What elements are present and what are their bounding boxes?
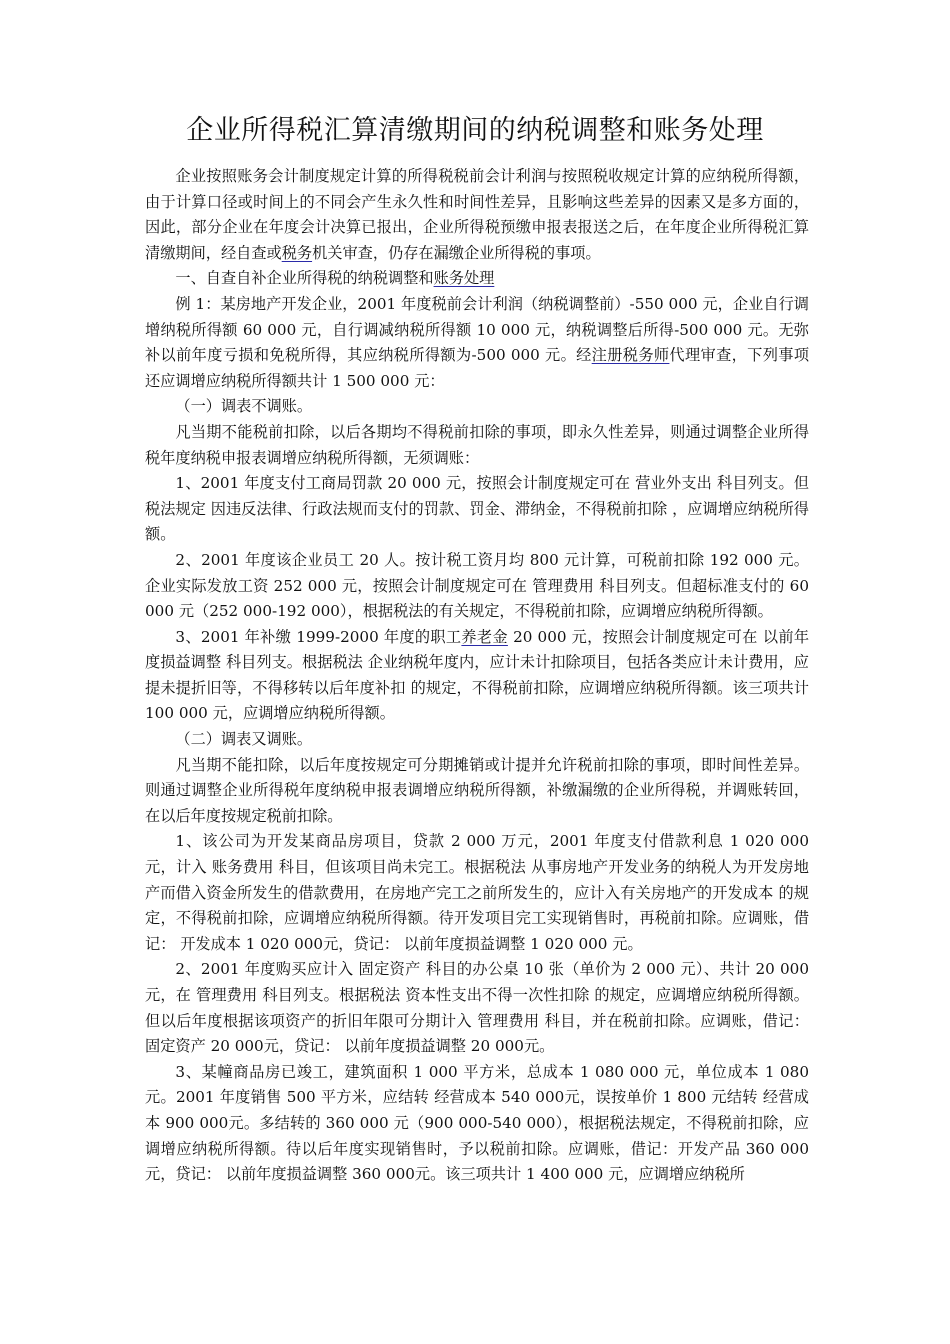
- paragraph-intro: 企业按照账务会计制度规定计算的所得税税前会计利润与按照税收规定计算的应纳税所得额，由于计算口径或时间上的不同会产生永久性和时间性差异，且影响这些差异的因素又是多方面的，因此，部分企业在年度会计决算已报出，企业所得税预缴申报表报送之后，在年度企业所得税汇算清缴期间，经自查或税务机关审查，仍存在漏缴企业所得税的事项。: [145, 167, 809, 262]
- paragraph-item-2: 2、2001 年度该企业员工 20 人。按计税工资月均 800 元计算，可税前扣除 192 000 元。企业实际发放工资 252 000 元，按照会计制度规定可在 管理费用 科目列支。但超标准支付的 60 000 元（252 000-192 000），根据税法的有关规定，不得税前扣除，应调增应纳税所得额。: [145, 550, 809, 621]
- paragraph-item-3: 3、2001 年补缴 1999-2000 年度的职工养老金 20 000 元，按照会计制度规定可在 以前年度损益调整 科目列支。根据税法 企业纳税年度内，应计未计扣除项目，包括各类应计未计费用，应提未提折旧等，不得移转以后年度补扣 的规定，不得税前扣除，应调增应纳税所得额。该三项共计 100 000 元，应调增应纳税所得额。: [145, 627, 810, 723]
- document-body: [145, 164, 809, 1188]
- paragraph-timing-diff: 凡当期不能扣除，以后年度按规定可分期摊销或计提并允许税前扣除的事项，即时间性差异。则通过调整企业所得税年度纳税申报表调增应纳税所得额，补缴漏缴的企业所得税，并调账转回，在以后年度按规定税前扣除。: [145, 755, 809, 825]
- paragraph-adjust-1: 1、该公司为开发某商品房项目，贷款 2 000 万元，2001 年度支付借款利息 1 020 000 元，计入 账务费用 科目，但该项目尚未完工。根据税法 从事房地产开发业务的纳税人为开发房地产而借入资金所发生的借款费用，在房地产完工之前所发生的，应计入有关房地产的开发成本 的规定，不得税前扣除，应调增应纳税所得额。待开发项目完工实现销售时，再税前扣除。应调账，借记： 开发成本 1 020 000元，贷记： 以前年度损益调整 1 020 000 元。: [145, 832, 809, 953]
- subheading-2: （二）调表又调账。: [175, 730, 313, 749]
- paragraph-permanent-diff: 凡当期不能税前扣除，以后各期均不得税前扣除的事项，即永久性差异，则通过调整企业所得税年度纳税申报表调增应纳税所得额，无须调账：: [145, 422, 809, 467]
- section-heading-1: 一、自查自补企业所得税的纳税调整和账务处理: [175, 269, 495, 288]
- subheading-1: （一）调表不调账。: [175, 397, 313, 416]
- paragraph-example-1: 例 1：某房地产开发企业，2001 年度税前会计利润（纳税调整前）-550 000 元，企业自行调增纳税所得额 60 000 元，自行调减纳税所得额 10 000 元，纳税调整后所得-500 000 元。无弥补以前年度亏损和免税所得，其应纳税所得额为-500 000 元。经注册税务师代理审查，下列事项还应调增应纳税所得额共计 1 500 000 元：: [145, 294, 810, 390]
- link-pension[interactable]: 养老金: [461, 627, 508, 646]
- paragraph-adjust-3: 3、某幢商品房已竣工，建筑面积 1 000 平方米，总成本 1 080 000 元，单位成本 1 080 元。2001 年度销售 500 平方米，应结转 经营成本 540 000元，误按单价 1 800 元结转 经营成本 900 000元。多结转的 360 000 元（900 000-540 000），根据税法规定，不得税前扣除，应调增应纳税所得额。待以后年度实现销售时，予以税前扣除。应调账，借记：开发产品 360 000 元，贷记： 以前年度损益调整 360 000元。该三项共计 1 400 000 元，应调增应纳税所: [145, 1062, 809, 1184]
- paragraph-adjust-2: 2、2001 年度购买应计入 固定资产 科目的办公桌 10 张（单价为 2 000 元）、共计 20 000 元，在 管理费用 科目列支。根据税法 资本性支出不得一次性扣除 的规定，应调增应纳税所得额。但以后年度根据该项资产的折旧年限可分期计入 管理费用 科目，并在税前扣除。应调账，借记： 固定资产 20 000元，贷记： 以前年度损益调整 20 000元。: [145, 960, 809, 1056]
- document-title: 企业所得税汇算清缴期间的纳税调整和账务处理: [186, 115, 764, 146]
- link-accounting[interactable]: 账务处理: [433, 269, 495, 288]
- link-tax-authority[interactable]: 税务: [281, 243, 313, 262]
- link-cpa[interactable]: 注册税务师: [591, 346, 670, 365]
- paragraph-item-1: 1、2001 年度支付工商局罚款 20 000 元，按照会计制度规定可在 营业外支出 科目列支。但税法规定 因违反法律、行政法规而支付的罚款、罚金、滞纳金，不得税前扣除 ，应调增应纳税所得额。: [145, 474, 809, 544]
